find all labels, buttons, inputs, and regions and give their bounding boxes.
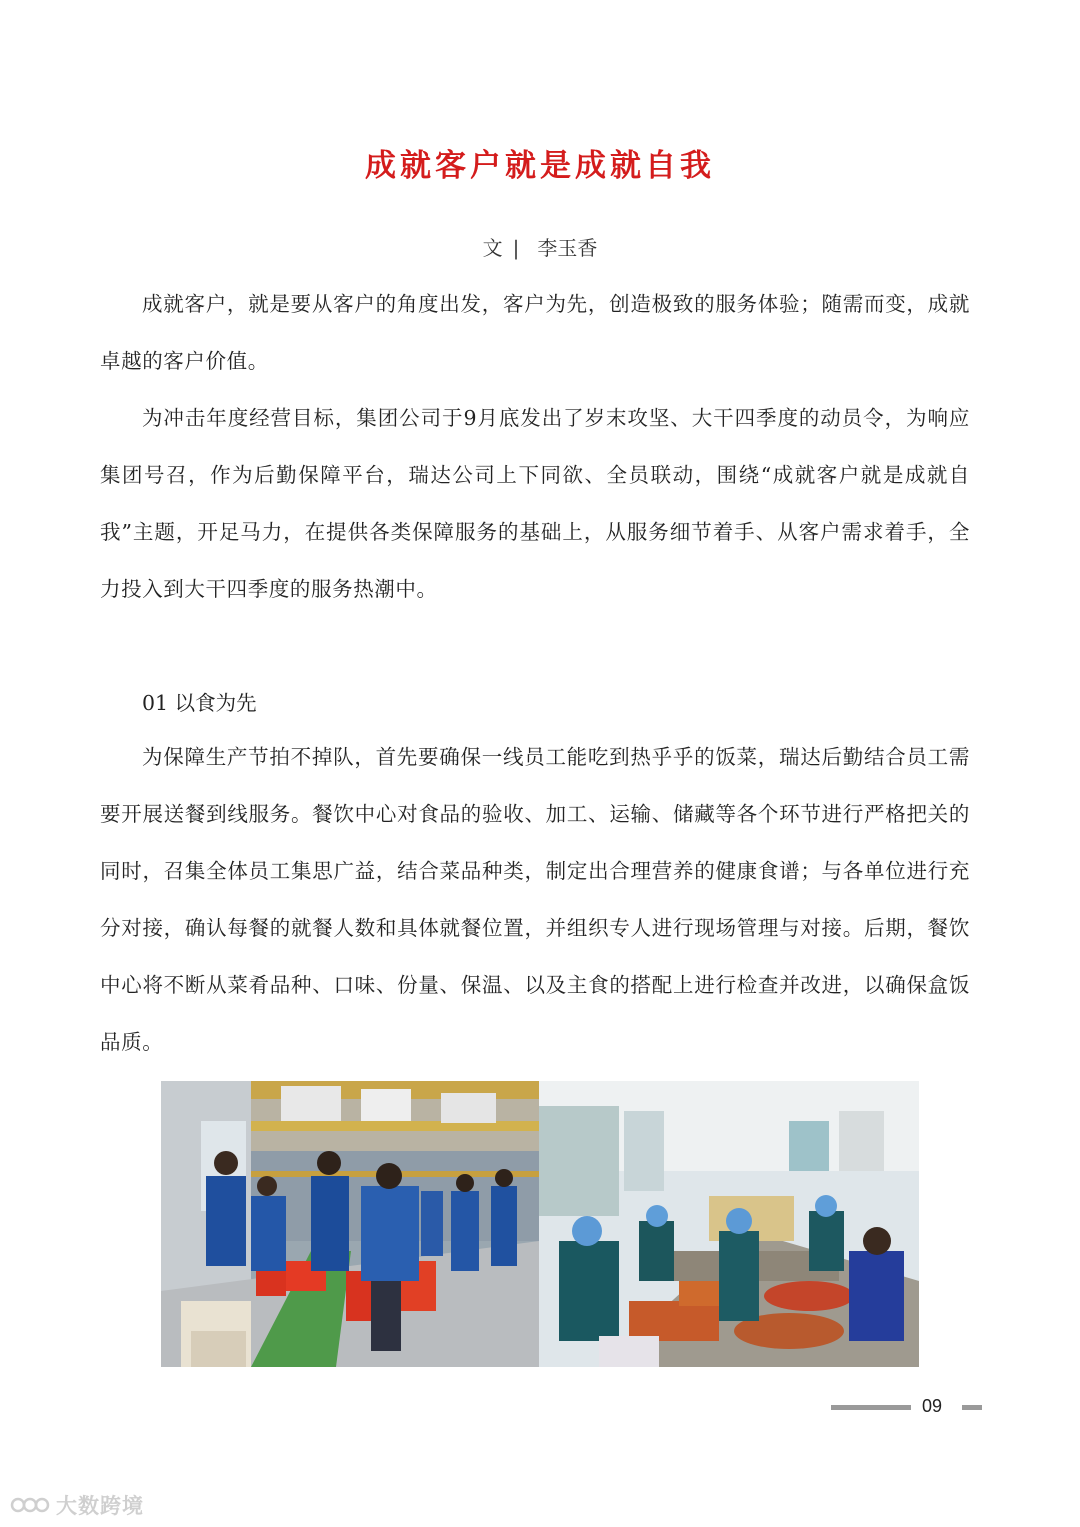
page-number: 09 bbox=[922, 1396, 943, 1416]
watermark bbox=[10, 1490, 144, 1520]
byline-prefix: 文 bbox=[482, 236, 503, 260]
footer-rule-right bbox=[962, 1405, 982, 1410]
byline bbox=[0, 232, 1080, 261]
watermark-logo-icon bbox=[10, 1493, 50, 1517]
watermark-text: 大数跨境 bbox=[56, 1494, 144, 1518]
author-name: 李玉香 bbox=[537, 236, 598, 260]
article-title: 成就客户就是成就自我 bbox=[365, 148, 715, 184]
byline-separator: | bbox=[512, 236, 520, 260]
section-paragraph: 为保障生产节拍不掉队，首先要确保一线员工能吃到热乎乎的饭菜，瑞达后勤结合员工需要开展送餐到线服务。餐饮中心对食品的验收、加工、运输、储藏等各个环节进行严格把关的同时，召集全体员工集思广益，结合菜品种类，制定出合理营养的健康食谱；与各单位进行充分对接，确认每餐的就餐人数和具体就餐位置，并组织专人进行现场管理与对接。后期，餐饮中心将不断从菜肴品种、口味、份量、保温、以及主食的搭配上进行检查并改进，以确保盒饭品质。 bbox=[100, 745, 970, 1054]
body-paragraph: 为冲击年度经营目标，集团公司于9月底发出了岁末攻坚、大干四季度的动员令，为响应集团号召，作为后勤保障平台，瑞达公司上下同欲、全员联动，围绕“成就客户就是成就自我”主题，开足马力，在提供各类保障服务的基础上，从服务细节着手、从客户需求着手，全力投入到大干四季度的服务热潮中。 bbox=[100, 406, 970, 601]
section-heading: 01 以食为先 bbox=[142, 691, 257, 715]
factory-meal-delivery-photo bbox=[161, 1081, 539, 1367]
footer-rule-left bbox=[831, 1405, 911, 1410]
kitchen-meal-packing-photo bbox=[539, 1081, 919, 1367]
photo-strip bbox=[161, 1081, 919, 1367]
intro-paragraph: 成就客户，就是要从客户的角度出发，客户为先，创造极致的服务体验；随需而变，成就卓越的客户价值。 bbox=[100, 292, 970, 373]
